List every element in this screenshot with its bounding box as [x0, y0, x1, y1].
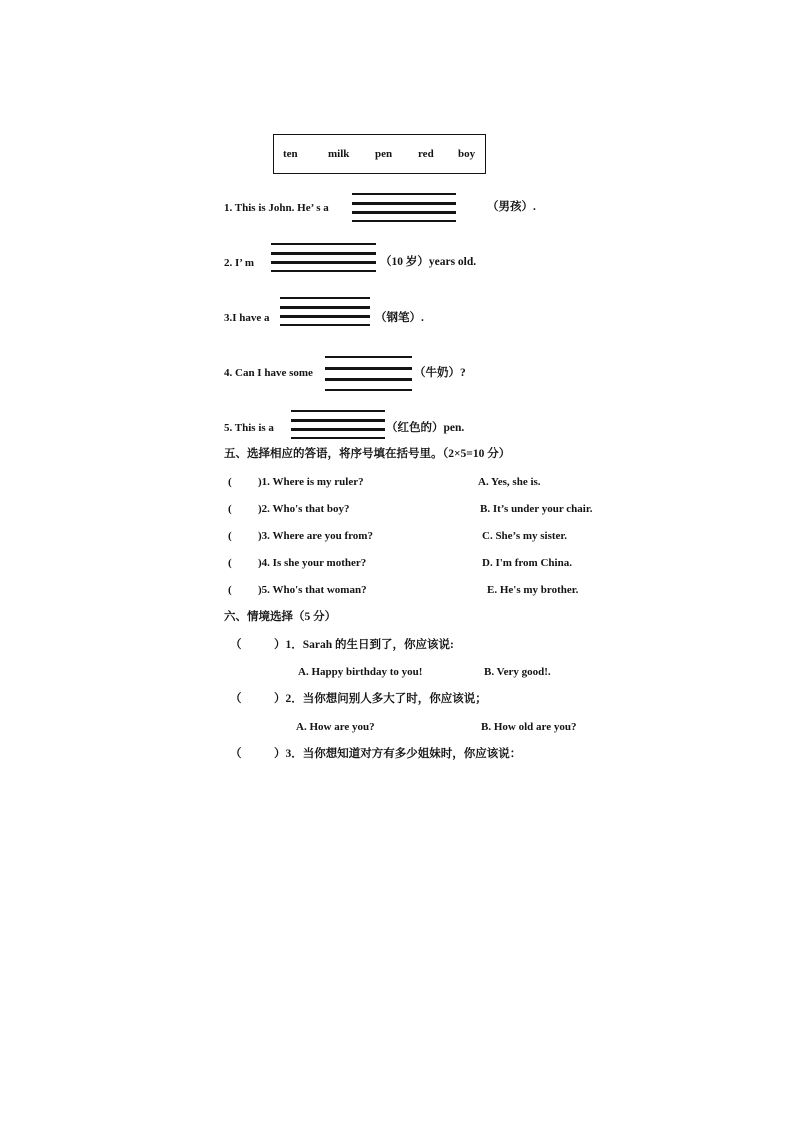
answer-lines-5[interactable]	[291, 410, 385, 439]
question-text: )3. Where are you from?	[258, 530, 373, 542]
guide-line	[271, 270, 376, 272]
section6-title: 六、情境选择（5 分）	[224, 611, 337, 623]
answer-bracket: (	[228, 584, 232, 596]
answer-option: A. Yes, she is.	[478, 476, 541, 488]
choice-option-a: A. How are you?	[296, 721, 375, 733]
fill-in-hint-4: （牛奶）?	[414, 367, 466, 379]
choice-option-b: B. How old are you?	[481, 721, 577, 733]
fill-in-prompt-2: 2. I’ m	[224, 257, 255, 269]
guide-line	[352, 202, 456, 205]
answer-option: E. He's my brother.	[487, 584, 579, 596]
guide-line	[291, 419, 385, 422]
fill-in-hint-5: （红色的）pen.	[386, 422, 465, 434]
fill-in-prompt-5: 5. This is a	[224, 422, 274, 434]
guide-line	[291, 437, 385, 439]
question-text: )5. Who's that woman?	[258, 584, 367, 596]
section5-title: 五、选择相应的答语，将序号填在括号里。（2×5=10 分）	[224, 448, 511, 460]
guide-line	[280, 297, 370, 299]
fill-in-hint-1: （男孩）.	[487, 201, 536, 213]
answer-bracket: (	[228, 557, 232, 569]
answer-option: B. It’s under your chair.	[480, 503, 593, 515]
guide-line	[325, 356, 412, 358]
word-bank-item: ten	[283, 148, 298, 160]
answer-lines-3[interactable]	[280, 297, 370, 326]
fill-in-prompt-1: 1. This is John. He’ s a	[224, 202, 329, 214]
guide-line	[291, 410, 385, 412]
choice-option-b: B. Very good!.	[484, 666, 551, 678]
guide-line	[325, 389, 412, 391]
guide-line	[352, 220, 456, 222]
word-bank-item: boy	[458, 148, 476, 160]
answer-bracket: （	[230, 639, 242, 651]
word-bank-item: pen	[375, 148, 393, 160]
guide-line	[325, 378, 412, 381]
question-text: )4. Is she your mother?	[258, 557, 367, 569]
guide-line	[352, 211, 456, 214]
situation-text: ）1．Sarah 的生日到了，你应该说:	[274, 639, 454, 651]
choice-option-a: A. Happy birthday to you!	[298, 666, 423, 678]
answer-bracket: （	[230, 693, 242, 705]
answer-bracket: (	[228, 476, 232, 488]
answer-lines-1[interactable]	[352, 193, 456, 222]
answer-lines-4[interactable]	[325, 356, 412, 390]
guide-line	[291, 428, 385, 431]
guide-line	[280, 306, 370, 309]
word-bank-item: milk	[328, 148, 350, 160]
answer-option: D. I'm from China.	[482, 557, 572, 569]
answer-bracket: （	[230, 748, 242, 760]
fill-in-hint-3: （钢笔）.	[375, 312, 424, 324]
guide-line	[325, 367, 412, 370]
question-text: )1. Where is my ruler?	[258, 476, 364, 488]
fill-in-hint-2: （10 岁）years old.	[380, 256, 477, 268]
guide-line	[271, 252, 376, 255]
guide-line	[271, 261, 376, 264]
answer-bracket: (	[228, 503, 232, 515]
fill-in-prompt-3: 3.I have a	[224, 312, 270, 324]
guide-line	[271, 243, 376, 245]
situation-text: ）3．当你想知道对方有多少姐妹时，你应该说：	[274, 748, 522, 760]
guide-line	[280, 315, 370, 318]
fill-in-prompt-4: 4. Can I have some	[224, 367, 313, 379]
answer-lines-2[interactable]	[271, 243, 376, 272]
guide-line	[352, 193, 456, 195]
guide-line	[280, 324, 370, 326]
word-bank-box	[273, 134, 486, 174]
question-text: )2. Who's that boy?	[258, 503, 350, 515]
answer-option: C. She’s my sister.	[482, 530, 568, 542]
situation-text: ）2．当你想问别人多大了时，你应该说；	[274, 693, 487, 705]
answer-bracket: (	[228, 530, 232, 542]
word-bank-item: red	[418, 148, 434, 160]
